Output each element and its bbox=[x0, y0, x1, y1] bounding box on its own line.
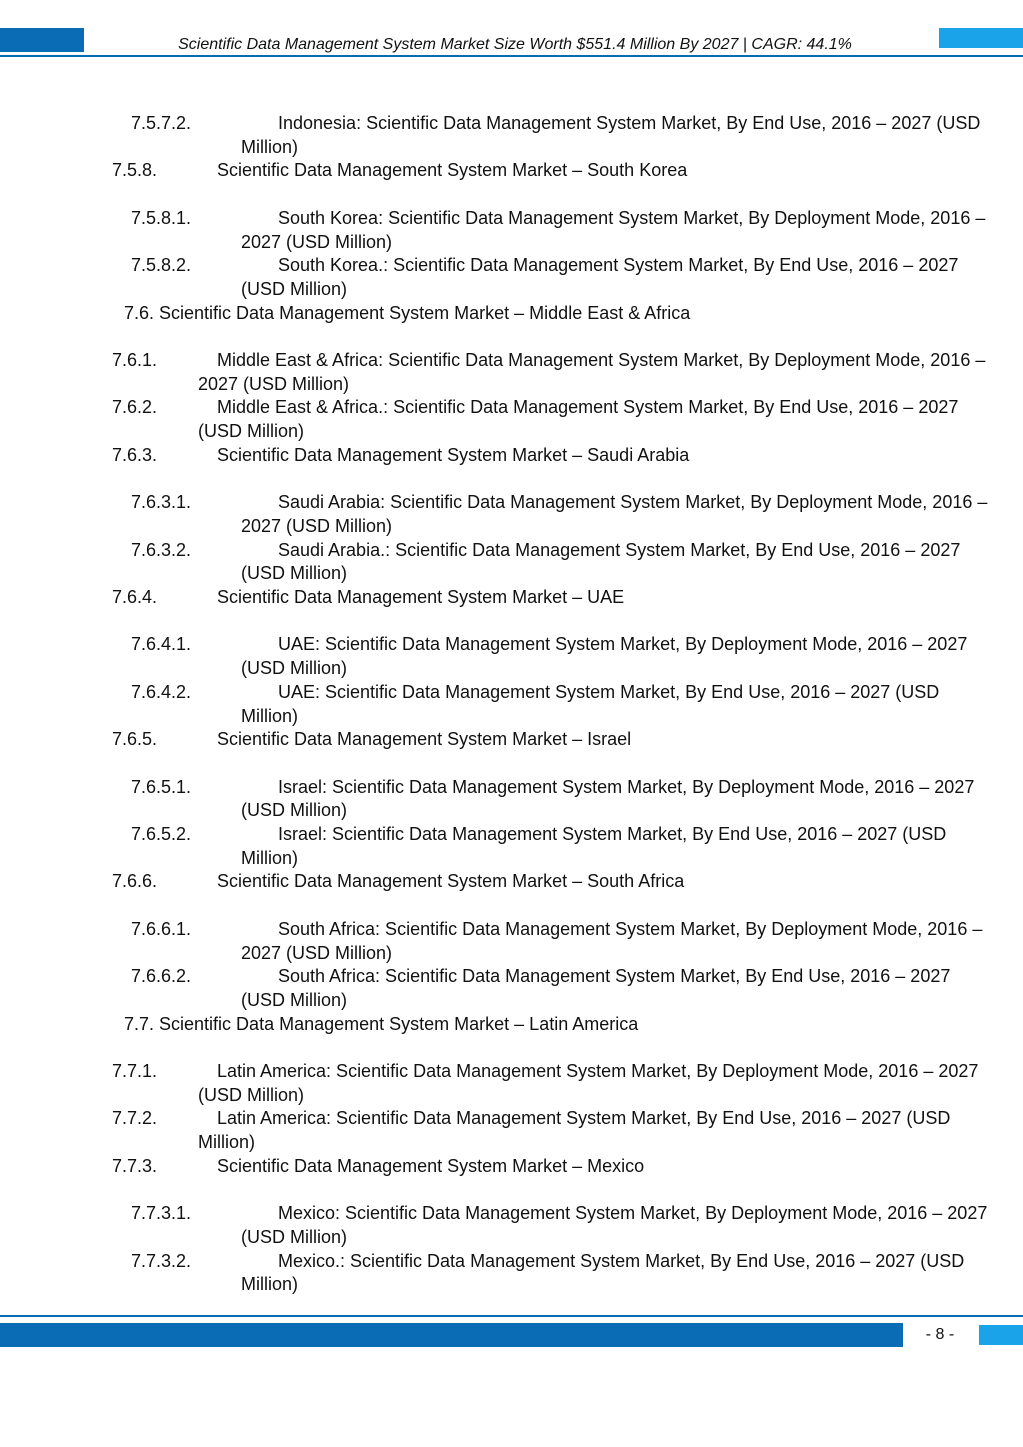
toc-entry bbox=[124, 302, 944, 326]
toc-entry-number: 7.6.3. bbox=[112, 444, 158, 465]
toc-entry-text: UAE: Scientific Data Management System Market, By End Use, 2016 – 2027 (USD Million) bbox=[241, 681, 940, 726]
toc-entry-number: 7.7. bbox=[124, 1013, 155, 1034]
toc-entry-text: South Korea: Scientific Data Management System Market, By Deployment Mode, 2016 – 2027 (USD Million) bbox=[241, 207, 986, 252]
toc-entry-number: 7.5.8.2. bbox=[131, 255, 192, 276]
toc-entry bbox=[131, 918, 993, 965]
toc-entry-number: 7.5.7.2. bbox=[131, 113, 192, 133]
toc-entry bbox=[131, 633, 993, 680]
toc-entry-text: Middle East & Africa.: Scientific Data Management System Market, By End Use, 2016 – 2027 (USD Million) bbox=[198, 397, 959, 442]
page-number: - 8 - bbox=[925, 1326, 955, 1343]
footer-rule bbox=[0, 1315, 1023, 1317]
toc-entry-number: 7.6.3.1. bbox=[131, 492, 192, 513]
toc-entry-text: South Africa: Scientific Data Management System Market, By End Use, 2016 – 2027 (USD Million) bbox=[241, 966, 951, 1010]
header-right-accent-block bbox=[939, 28, 1023, 48]
toc-entry bbox=[112, 396, 988, 443]
toc-entry bbox=[112, 444, 988, 468]
toc-entry-number: 7.6.1. bbox=[112, 350, 158, 370]
toc-entry-number: 7.7.3. bbox=[112, 1155, 158, 1176]
toc-entry bbox=[131, 539, 993, 586]
toc-entry-number: 7.6.6.2. bbox=[131, 966, 192, 987]
footer-bar bbox=[0, 1323, 903, 1347]
toc-entry-text: Scientific Data Management System Market – Israel bbox=[217, 729, 632, 750]
toc-entry bbox=[124, 1013, 944, 1037]
footer-right-accent-block bbox=[979, 1325, 1023, 1345]
toc-entry bbox=[112, 870, 988, 894]
toc-entry-number: 7.7.1. bbox=[112, 1061, 158, 1081]
toc-entry bbox=[112, 1060, 988, 1107]
toc-entry-number: 7.6.4. bbox=[112, 587, 158, 607]
toc-entry bbox=[131, 254, 993, 301]
toc-entry-number: 7.7.3.1. bbox=[131, 1203, 192, 1224]
toc-entry-number: 7.6.6.1. bbox=[131, 918, 192, 939]
toc-entry bbox=[112, 159, 988, 183]
toc-entry bbox=[131, 965, 993, 1012]
toc-entry-number: 7.6. bbox=[124, 302, 155, 323]
toc-entry bbox=[131, 1250, 993, 1297]
toc-entry-text: Saudi Arabia.: Scientific Data Management System Market, By End Use, 2016 – 2027 (USD Million) bbox=[241, 539, 961, 584]
toc-entry-text: Scientific Data Management System Market – Middle East & Africa bbox=[159, 302, 691, 323]
toc-entry-number: 7.6.4.2. bbox=[131, 681, 192, 702]
toc-entry-text: Mexico: Scientific Data Management System Market, By Deployment Mode, 2016 – 2027 (USD Million) bbox=[241, 1203, 988, 1247]
toc-entry-text: South Africa: Scientific Data Management System Market, By Deployment Mode, 2016 – 2027 (USD Million) bbox=[241, 918, 983, 963]
toc-entry-text: Israel: Scientific Data Management System Market, By End Use, 2016 – 2027 (USD Million) bbox=[241, 824, 947, 868]
toc-entry-number: 7.6.5.2. bbox=[131, 824, 192, 844]
header-title: Scientific Data Management System Market Size Worth $551.4 Million By 2027 | CAGR: 44.1% bbox=[178, 36, 852, 53]
toc-entry-number: 7.7.3.2. bbox=[131, 1250, 192, 1271]
header-rule bbox=[0, 55, 1023, 57]
toc-entry-text: Scientific Data Management System Market – South Africa bbox=[217, 871, 685, 892]
toc-entry-text: Scientific Data Management System Market – Latin America bbox=[159, 1013, 639, 1034]
toc-entry-number: 7.6.5.1. bbox=[131, 776, 192, 797]
toc-entry-number: 7.6.5. bbox=[112, 729, 158, 750]
toc-entry-text: South Korea.: Scientific Data Management System Market, By End Use, 2016 – 2027 (USD Million) bbox=[241, 255, 959, 299]
toc-entry-text: Scientific Data Management System Market – South Korea bbox=[217, 160, 688, 181]
toc-entry-text: UAE: Scientific Data Management System Market, By Deployment Mode, 2016 – 2027 (USD Million) bbox=[241, 634, 968, 679]
header-left-accent-block bbox=[0, 28, 84, 52]
toc-entry bbox=[131, 823, 993, 870]
toc-entry bbox=[112, 1107, 988, 1154]
toc-entry-text: Scientific Data Management System Market – UAE bbox=[217, 587, 625, 607]
toc-entry-text: Scientific Data Management System Market – Saudi Arabia bbox=[217, 444, 690, 465]
toc-entry bbox=[131, 681, 993, 728]
toc-entry-text: Scientific Data Management System Market – Mexico bbox=[217, 1155, 645, 1176]
toc-entry-text: Israel: Scientific Data Management System Market, By Deployment Mode, 2016 – 2027 (USD Million) bbox=[241, 776, 975, 821]
toc-entry-text: Mexico.: Scientific Data Management System Market, By End Use, 2016 – 2027 (USD Million) bbox=[241, 1250, 965, 1295]
toc-entry bbox=[112, 728, 988, 752]
toc-entry-number: 7.6.3.2. bbox=[131, 539, 192, 560]
toc-entry bbox=[112, 586, 988, 610]
toc-entry-text: Latin America: Scientific Data Management System Market, By End Use, 2016 – 2027 (USD Million) bbox=[198, 1108, 951, 1153]
toc-entry bbox=[131, 1202, 993, 1249]
toc-entry-text: Middle East & Africa: Scientific Data Management System Market, By Deployment Mode, 2016 – 2027 (USD Million) bbox=[198, 350, 986, 394]
toc-entry-text: Latin America: Scientific Data Management System Market, By Deployment Mode, 2016 – 2027 (USD Million) bbox=[198, 1061, 979, 1105]
toc-entry-number: 7.6.4.1. bbox=[131, 634, 192, 655]
toc-entry-number: 7.7.2. bbox=[112, 1108, 158, 1129]
toc-entry-text: Indonesia: Scientific Data Management System Market, By End Use, 2016 – 2027 (USD Million) bbox=[241, 113, 981, 157]
toc-entry-number: 7.5.8. bbox=[112, 160, 158, 181]
toc-entry bbox=[112, 1155, 988, 1179]
toc-entry bbox=[131, 207, 993, 254]
toc-entry bbox=[131, 112, 993, 159]
toc-entry-text: Saudi Arabia: Scientific Data Management System Market, By Deployment Mode, 2016 – 2027 (USD Million) bbox=[241, 492, 988, 536]
toc-entry-number: 7.6.6. bbox=[112, 871, 158, 892]
toc-entry-number: 7.5.8.1. bbox=[131, 207, 192, 228]
toc-entry-number: 7.6.2. bbox=[112, 397, 158, 418]
toc-entry bbox=[131, 776, 993, 823]
toc-entry bbox=[112, 349, 988, 396]
toc-entry bbox=[131, 491, 993, 538]
